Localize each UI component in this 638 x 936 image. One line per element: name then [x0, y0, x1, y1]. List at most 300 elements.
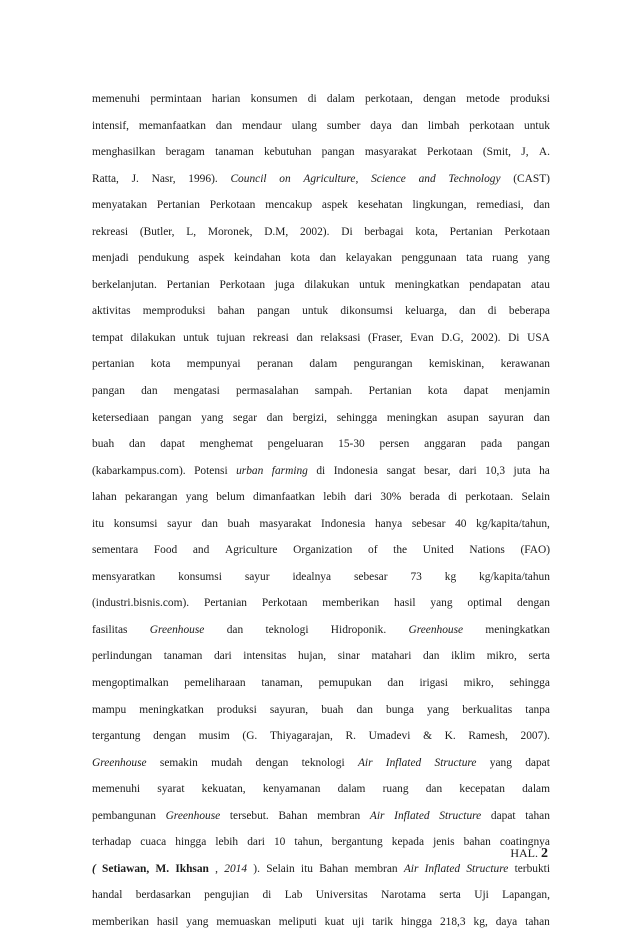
word: pertanian [92, 358, 135, 371]
word: Pertanian [203, 597, 247, 610]
word: Inflated [424, 862, 461, 875]
word: kota [150, 358, 171, 371]
word: and [418, 172, 436, 185]
word: dan [215, 119, 233, 132]
word: Pertanian [449, 225, 493, 238]
word: mampu [92, 703, 127, 716]
word: urban [236, 464, 264, 477]
word: pangan [516, 438, 550, 451]
page-number-value: 2 [541, 846, 548, 861]
word: memuaskan [216, 915, 271, 928]
word: United [422, 544, 454, 557]
word: (G. [242, 730, 258, 743]
word: sehingga [336, 411, 378, 424]
word: membran [354, 862, 398, 875]
word: memberikan [92, 915, 149, 928]
word: buah [227, 517, 250, 530]
word: memenuhi [92, 93, 141, 105]
word: memberikan [322, 597, 380, 610]
word: the [393, 544, 408, 557]
word: dapat [463, 385, 489, 398]
word: mengoptimalkan [92, 677, 169, 690]
word: L, [186, 225, 197, 238]
word: dilakukan [304, 278, 350, 291]
text-line [92, 564, 550, 591]
word: harian [211, 93, 241, 105]
word: dan [266, 411, 284, 424]
word: kekuatan, [201, 783, 246, 796]
word: hasil [156, 915, 179, 928]
page-label: HAL. [510, 846, 538, 860]
word: teknologi [265, 623, 309, 636]
word: di [448, 491, 458, 504]
word: untuk [359, 278, 386, 291]
word: dari [247, 836, 265, 849]
word: farming [271, 464, 308, 477]
word: 10,3 [485, 464, 506, 477]
word: 2002). [300, 225, 330, 238]
word: beberapa [508, 305, 550, 318]
word: Universitas [315, 889, 368, 902]
word: dan [296, 331, 313, 344]
word: mensyaratkan [92, 570, 156, 583]
word: berkelanjutan. [92, 278, 157, 291]
word: produksi [510, 93, 550, 105]
word: Moronek, [207, 225, 253, 238]
word: ( [92, 862, 96, 875]
word: 2007). [520, 730, 550, 743]
word: hujan, [297, 650, 327, 663]
word: cuaca [140, 836, 167, 849]
word: aspek [198, 252, 225, 265]
word: kemiskinan, [428, 358, 485, 371]
word: sumber [326, 119, 361, 132]
word: tahun, [294, 836, 323, 849]
word: Inflated [394, 809, 430, 822]
word: idealnya [292, 570, 332, 583]
word: atau [530, 278, 550, 291]
word: Di [508, 331, 520, 344]
word: Structure [439, 809, 482, 822]
word: Lab [284, 889, 303, 902]
word: dapat [160, 438, 185, 451]
word: Pertanian [166, 278, 210, 291]
word: kerawanan [500, 358, 550, 371]
word: tahan [525, 809, 550, 822]
word: limbah [427, 119, 460, 132]
word: dengan [153, 730, 187, 743]
word: sebesar [411, 517, 446, 530]
word: pangan [92, 385, 125, 398]
text-line [92, 272, 550, 299]
word: itu [300, 862, 313, 875]
text-line [92, 351, 550, 378]
word: tujuan [216, 331, 246, 344]
word: bunga [386, 703, 414, 716]
word: dan [401, 119, 418, 132]
word: , [215, 862, 218, 875]
word: dan [226, 623, 244, 636]
word: dan [128, 438, 146, 451]
word: Evan [410, 331, 434, 344]
word: teknologi [301, 756, 345, 769]
word: pemupukan [318, 677, 372, 690]
word: Organization [293, 544, 353, 557]
word: Air [369, 809, 385, 822]
word: Ramesh, [468, 730, 508, 743]
text-line [92, 192, 550, 219]
word: ketersediaan [92, 411, 149, 424]
word: kota [427, 385, 448, 398]
word: dari [458, 464, 477, 477]
text-line [92, 643, 550, 670]
word: mikro, [463, 677, 494, 690]
word: Ratta, [92, 172, 119, 185]
word: 218,3 [439, 915, 466, 928]
word: (Butler, [139, 225, 175, 238]
word: dan [387, 677, 404, 690]
text-line [92, 139, 550, 166]
word: tarik [372, 915, 394, 928]
word: lahan [92, 491, 117, 504]
word: yang [489, 756, 512, 769]
word: dan [533, 199, 550, 212]
word: masyarakat [364, 146, 417, 159]
word: kg/kapita/tahun, [476, 517, 550, 530]
word: aspek [321, 199, 348, 212]
word: Di [341, 225, 353, 238]
word: Council [230, 172, 267, 185]
word: yang [201, 411, 224, 424]
word: Food [153, 544, 178, 557]
word: metode [466, 93, 500, 105]
word: dengan [517, 597, 550, 610]
word: (FAO) [520, 544, 550, 557]
word: (CAST) [513, 172, 550, 185]
word: kuat [324, 915, 345, 928]
text-line [92, 405, 550, 432]
word: tanaman, [261, 677, 303, 690]
word: Hidroponik. [330, 623, 387, 636]
word: pendapatan [469, 278, 522, 291]
word: pembangunan [92, 809, 156, 822]
word: (Fraser, [367, 331, 403, 344]
word: coatingnya [499, 836, 550, 849]
word: tanaman [215, 146, 254, 159]
word: Pertanian [156, 199, 200, 212]
word: relaksasi [320, 331, 361, 344]
word: sayuran [488, 411, 524, 424]
text-line [92, 378, 550, 405]
word: perkotaan [469, 119, 515, 132]
text-line [92, 670, 550, 697]
text-line [92, 750, 550, 777]
text-line [92, 856, 550, 883]
word: menghasilkan [92, 146, 156, 159]
word: rekreasi [92, 225, 129, 238]
word: ruang [492, 252, 519, 265]
word: Nations [469, 544, 505, 557]
word: & [423, 730, 432, 743]
word: yang [185, 491, 208, 504]
word: Indonesia [333, 464, 378, 477]
word: daya [495, 915, 518, 928]
word: ruang [382, 783, 409, 796]
word: hingga [175, 836, 207, 849]
word: J. [131, 172, 139, 185]
word: menyatakan [92, 199, 148, 212]
word: mikro, [486, 650, 517, 663]
text-line [92, 245, 550, 272]
body-text [92, 86, 550, 936]
word: Umadevi [368, 730, 411, 743]
word: mudah [211, 756, 243, 769]
word: masyarakat [259, 517, 312, 530]
word: serta [528, 650, 550, 663]
word: hingga [401, 915, 433, 928]
word: kelayakan [345, 252, 392, 265]
word: remediasi, [476, 199, 524, 212]
word: uji [352, 915, 365, 928]
word: bahan [463, 836, 491, 849]
word: dan [423, 650, 440, 663]
word: dan [425, 783, 443, 796]
word: Uji [474, 889, 489, 902]
word: 2002). [471, 331, 501, 344]
text-line [92, 431, 550, 458]
word: ha [539, 464, 550, 477]
word: menjamin [504, 385, 550, 398]
word: Setiawan, [102, 862, 150, 875]
text-line [92, 325, 550, 352]
text-line [92, 882, 550, 909]
word: belum [216, 491, 245, 504]
text-line [92, 909, 550, 936]
word: Air [357, 756, 373, 769]
word: Science [371, 172, 406, 185]
word: R. [345, 730, 356, 743]
word: meningkan [386, 411, 438, 424]
word: Greenhouse [165, 809, 221, 822]
word: kg, [473, 915, 488, 928]
text-line [92, 803, 550, 830]
word: dan [319, 252, 337, 265]
word: Potensi [194, 464, 228, 477]
word: D.M, [264, 225, 289, 238]
word: 15-30 [338, 438, 365, 451]
word: bergantung [331, 836, 383, 849]
word: Selain [266, 862, 295, 875]
word: Agriculture, [303, 172, 359, 185]
word: matahari [371, 650, 412, 663]
word: 2014 [224, 862, 248, 875]
word: ulang [291, 119, 317, 132]
word: pengujian [204, 889, 250, 902]
word: mencakup [265, 199, 313, 212]
word: lingkungan, [412, 199, 467, 212]
word: konsumsi [178, 570, 222, 583]
word: memenuhi [92, 783, 141, 796]
word: 1996). [188, 172, 218, 185]
word: permasalahan [236, 385, 299, 398]
word: daya [370, 119, 392, 132]
word: produksi [216, 703, 257, 716]
word: kepada [391, 836, 425, 849]
word: Selain [521, 491, 550, 504]
word: sehingga [509, 677, 550, 690]
word: kesehatan [357, 199, 403, 212]
word: Greenhouse [408, 623, 464, 636]
word: permintaan [150, 93, 202, 105]
word: pendukung [138, 252, 189, 265]
text-line [92, 219, 550, 246]
word: Lapangan, [502, 889, 550, 902]
word: di [487, 305, 497, 318]
word: di [307, 93, 317, 105]
word: dan [201, 517, 218, 530]
word: fasilitas [92, 623, 128, 636]
word: yang [430, 597, 453, 610]
word: tergantung [92, 730, 141, 743]
word: yang [426, 703, 450, 716]
word: 10 [273, 836, 286, 849]
word: terbukti [514, 862, 550, 875]
word: Bahan [319, 862, 349, 875]
word: Agriculture [224, 544, 278, 557]
text-line [92, 829, 550, 856]
word: sayur [244, 570, 270, 583]
word: penggunaan [401, 252, 457, 265]
page-number [510, 846, 548, 862]
word: dimanfaatkan [253, 491, 315, 504]
text-line [92, 484, 550, 511]
word: berbagai [364, 225, 404, 238]
word: dan [141, 385, 158, 398]
word: D.G, [441, 331, 464, 344]
word: handal [92, 889, 123, 902]
word: mengatasi [173, 385, 220, 398]
word: hanya [374, 517, 403, 530]
word: sementara [92, 544, 139, 557]
word: Perkotaan [504, 225, 550, 238]
word: Ikhsan [175, 862, 209, 875]
word: bahan [217, 305, 245, 318]
word: Technology [448, 172, 501, 185]
word: (industri.bisnis.com). [92, 597, 190, 610]
word: mendaur [242, 119, 282, 132]
word: serta [439, 889, 461, 902]
word: segar [232, 411, 257, 424]
word: Air [403, 862, 419, 875]
word: Narotama [381, 889, 426, 902]
word: Nasr, [151, 172, 176, 185]
word: Greenhouse [92, 756, 147, 769]
word: kg/kapita/tahun [479, 570, 550, 583]
word: meningkatkan [394, 278, 460, 291]
word: perlindungan [92, 650, 153, 663]
word: peranan [256, 358, 294, 371]
word: Perkotaan [427, 146, 473, 159]
word: keindahan [234, 252, 281, 265]
word: menghemat [199, 438, 253, 451]
word: K. [444, 730, 456, 743]
word: pengurangan [353, 358, 413, 371]
word: tahan [525, 915, 550, 928]
word: di [316, 464, 326, 477]
word: sayuran, [269, 703, 309, 716]
word: Structure [434, 756, 477, 769]
text-line [92, 590, 550, 617]
word: berada [409, 491, 440, 504]
text-line [92, 166, 550, 193]
word: pangan [257, 305, 290, 318]
word: konsumen [250, 93, 298, 105]
word: dalam [309, 358, 338, 371]
word: tersebut. [229, 809, 269, 822]
word: dan [533, 411, 550, 424]
word: (Smit, [482, 146, 512, 159]
word: di [262, 889, 272, 902]
word: kota, [415, 225, 438, 238]
word: musim [198, 730, 230, 743]
word: Pertanian [368, 385, 412, 398]
word: juga [274, 278, 295, 291]
word: kenyamanan [262, 783, 321, 796]
word: (kabarkampus.com). [92, 464, 186, 477]
word: tanpa [525, 703, 550, 716]
word: and [192, 544, 210, 557]
word: optimal [467, 597, 503, 610]
word: sangat [386, 464, 416, 477]
word: memproduksi [142, 305, 206, 318]
word: meningkatkan [139, 703, 204, 716]
word: bergizi, [292, 411, 328, 424]
word: lebih [215, 836, 239, 849]
word: kebutuhan [263, 146, 312, 159]
word: of [368, 544, 378, 557]
word: hasil [394, 597, 416, 610]
word: dengan [423, 93, 456, 105]
word: perkotaan, [365, 93, 413, 105]
word: untuk [524, 119, 550, 132]
text-line [92, 458, 550, 485]
word: sampah. [314, 385, 353, 398]
word: perkotaan. [465, 491, 514, 504]
word: USA [527, 331, 550, 344]
word: membran [317, 809, 361, 822]
word: lebih [323, 491, 347, 504]
word: 73 [410, 570, 422, 583]
word: dalam [326, 93, 355, 105]
word: sinar [337, 650, 360, 663]
word: untuk [183, 331, 210, 344]
word: Thiyagarajan, [269, 730, 333, 743]
word: menjadi [92, 252, 129, 265]
word: 40 [455, 517, 467, 530]
word: asupan [447, 411, 479, 424]
word: Inflated [385, 756, 422, 769]
word: meliputi [278, 915, 317, 928]
word: memanfaatkan [138, 119, 206, 132]
word: dikonsumsi [340, 305, 393, 318]
word: anggaran [424, 438, 466, 451]
word: kg [444, 570, 457, 583]
word: meningkatkan [485, 623, 550, 636]
word: ). [253, 862, 260, 875]
text-line [92, 298, 550, 325]
word: dalam [522, 783, 550, 796]
text-line [92, 86, 550, 113]
